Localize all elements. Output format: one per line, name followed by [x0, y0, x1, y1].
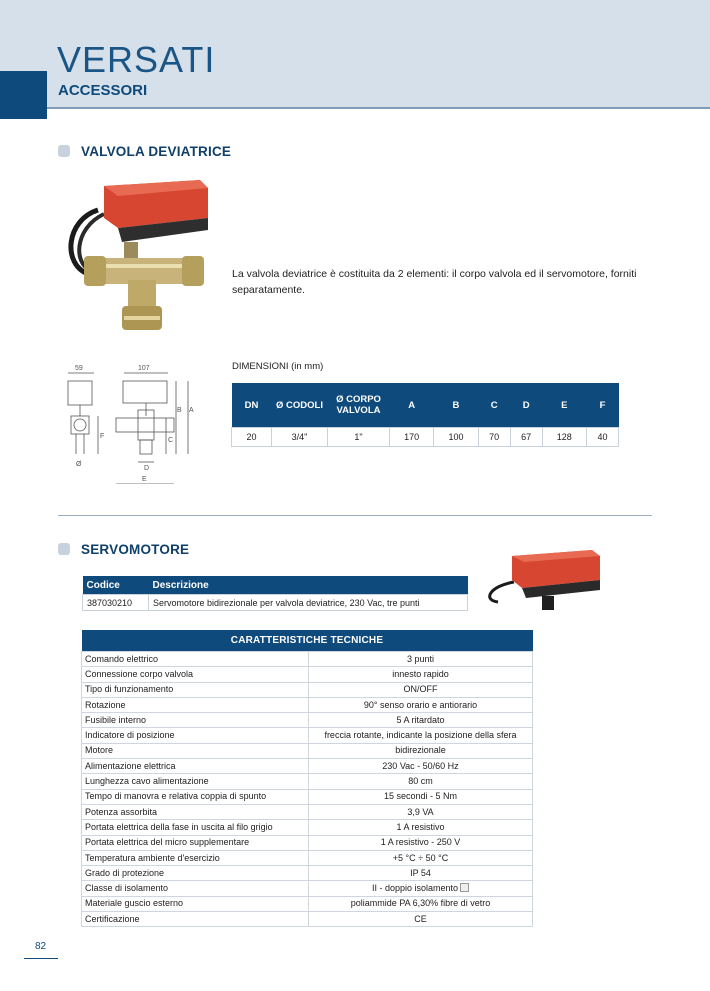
spec-label: Lunghezza cavo alimentazione — [82, 774, 309, 789]
dim-value: 40 — [586, 428, 618, 447]
dim-header: C — [478, 383, 510, 428]
drawing-label-f: F — [100, 433, 105, 440]
dimensions-caption: DIMENSIONI (in mm) — [232, 361, 324, 372]
bullet-icon — [58, 543, 70, 555]
product-description: Servomotore bidirezionale per valvola deviatrice, 230 Vac, tre punti — [149, 595, 468, 611]
dim-header: Ø CODOLI — [272, 383, 328, 428]
spec-value: IP 54 — [309, 866, 533, 881]
dim-header: Ø CORPO VALVOLA — [328, 383, 390, 428]
spec-value: 80 cm — [309, 774, 533, 789]
drawing-label-e: E — [142, 476, 147, 483]
spec-value: 90° senso orario e antiorario — [309, 697, 533, 712]
brand-title: VERSATI — [57, 39, 216, 80]
spec-label: Connessione corpo valvola — [82, 667, 309, 682]
valve-photo — [58, 172, 210, 344]
drawing-label-a: A — [189, 407, 194, 414]
dim-header: A — [390, 383, 434, 428]
servo-photo — [482, 544, 604, 620]
table-row — [82, 652, 533, 667]
dim-value: 70 — [478, 428, 510, 447]
spec-label: Rotazione — [82, 697, 309, 712]
bullet-icon — [58, 145, 70, 157]
spec-value: 15 secondi - 5 Nm — [309, 789, 533, 804]
table-row — [82, 759, 533, 774]
dim-value: 3/4" — [272, 428, 328, 447]
section-divider — [58, 515, 652, 516]
table-row — [82, 713, 533, 728]
spec-label: Temperatura ambiente d'esercizio — [82, 850, 309, 865]
servo-section-title: SERVOMOTORE — [81, 542, 190, 557]
table-row — [82, 682, 533, 697]
table-row — [82, 835, 533, 850]
dim-header: B — [434, 383, 478, 428]
spec-value: 1 A resistivo - 250 V — [309, 835, 533, 850]
spec-value: 3,9 VA — [309, 804, 533, 819]
spec-value: II - doppio isolamento — [371, 883, 459, 894]
spec-value-cell — [309, 881, 533, 896]
table-row — [82, 728, 533, 743]
dimensions-table — [231, 383, 619, 447]
description-header: Descrizione — [149, 576, 468, 595]
table-row — [82, 866, 533, 881]
spec-label: Tipo di funzionamento — [82, 682, 309, 697]
spec-label: Materiale guscio esterno — [82, 896, 309, 911]
spec-value: 3 punti — [309, 652, 533, 667]
drawing-label-b: B — [177, 407, 182, 414]
spec-label: Tempo di manovra e relativa coppia di spunto — [82, 789, 309, 804]
drawing-label-d: D — [144, 465, 150, 472]
spec-value: CE — [309, 912, 533, 927]
table-row — [82, 850, 533, 865]
spec-label: Portata elettrica della fase in uscita al filo grigio — [82, 820, 309, 835]
spec-label: Fusibile interno — [82, 713, 309, 728]
drawing-label-107: 107 — [138, 365, 150, 372]
page-number-rule — [24, 958, 58, 959]
dim-value: 20 — [232, 428, 272, 447]
spec-value: bidirezionale — [309, 743, 533, 758]
header-accent-block — [0, 71, 47, 119]
dim-value: 1" — [328, 428, 390, 447]
technical-specs-table — [81, 630, 533, 927]
spec-label: Certificazione — [82, 912, 309, 927]
section-subtitle: ACCESSORI — [58, 82, 148, 99]
drawing-label-c: C — [168, 437, 174, 444]
spec-label: Grado di protezione — [82, 866, 309, 881]
spec-value: 230 Vac - 50/60 Hz — [309, 759, 533, 774]
table-row — [82, 667, 533, 682]
dim-header: DN — [232, 383, 272, 428]
dim-value: 170 — [390, 428, 434, 447]
dim-value: 128 — [542, 428, 586, 447]
spec-value: 1 A resistivo — [309, 820, 533, 835]
spec-value: ON/OFF — [309, 682, 533, 697]
dimensions-value-row — [232, 428, 619, 447]
spec-label: Alimentazione elettrica — [82, 759, 309, 774]
tech-header-row — [82, 630, 533, 652]
valve-section-title: VALVOLA DEVIATRICE — [81, 144, 232, 159]
double-insulation-icon — [460, 883, 469, 892]
spec-value: poliammide PA 6,30% fibre di vetro — [309, 896, 533, 911]
dimensions-header-row — [232, 383, 619, 428]
spec-label: Comando elettrico — [82, 652, 309, 667]
product-code-table — [82, 576, 468, 611]
table-row — [82, 804, 533, 819]
spec-value: 5 A ritardato — [309, 713, 533, 728]
spec-label: Indicatore di posizione — [82, 728, 309, 743]
dim-header: D — [510, 383, 542, 428]
table-row — [82, 697, 533, 712]
valve-technical-drawing — [58, 362, 208, 484]
header-rule — [47, 107, 710, 109]
code-header: Codice — [83, 576, 149, 595]
drawing-label-phi: Ø — [76, 461, 82, 468]
spec-value: innesto rapido — [309, 667, 533, 682]
tech-title: CARATTERISTICHE TECNICHE — [82, 630, 533, 652]
table-row — [82, 743, 533, 758]
code-row — [83, 595, 468, 611]
table-row — [82, 881, 533, 896]
table-row — [82, 896, 533, 911]
drawing-label-59: 59 — [75, 365, 83, 372]
table-row — [82, 774, 533, 789]
dim-value: 100 — [434, 428, 478, 447]
spec-value: +5 °C ÷ 50 °C — [309, 850, 533, 865]
table-row — [82, 789, 533, 804]
spec-label: Portata elettrica del micro supplementare — [82, 835, 309, 850]
valve-description: La valvola deviatrice è costituita da 2 elementi: il corpo valvola ed il servomotore, forniti separatamente. — [232, 268, 637, 296]
page-number: 82 — [35, 941, 47, 952]
table-row — [82, 820, 533, 835]
spec-label: Classe di isolamento — [82, 881, 309, 896]
product-code: 387030210 — [83, 595, 149, 611]
spec-value: freccia rotante, indicante la posizione della sfera — [309, 728, 533, 743]
table-row — [82, 912, 533, 927]
dim-header: F — [586, 383, 618, 428]
dim-value: 67 — [510, 428, 542, 447]
code-header-row — [83, 576, 468, 595]
dim-header: E — [542, 383, 586, 428]
spec-label: Motore — [82, 743, 309, 758]
spec-label: Potenza assorbita — [82, 804, 309, 819]
